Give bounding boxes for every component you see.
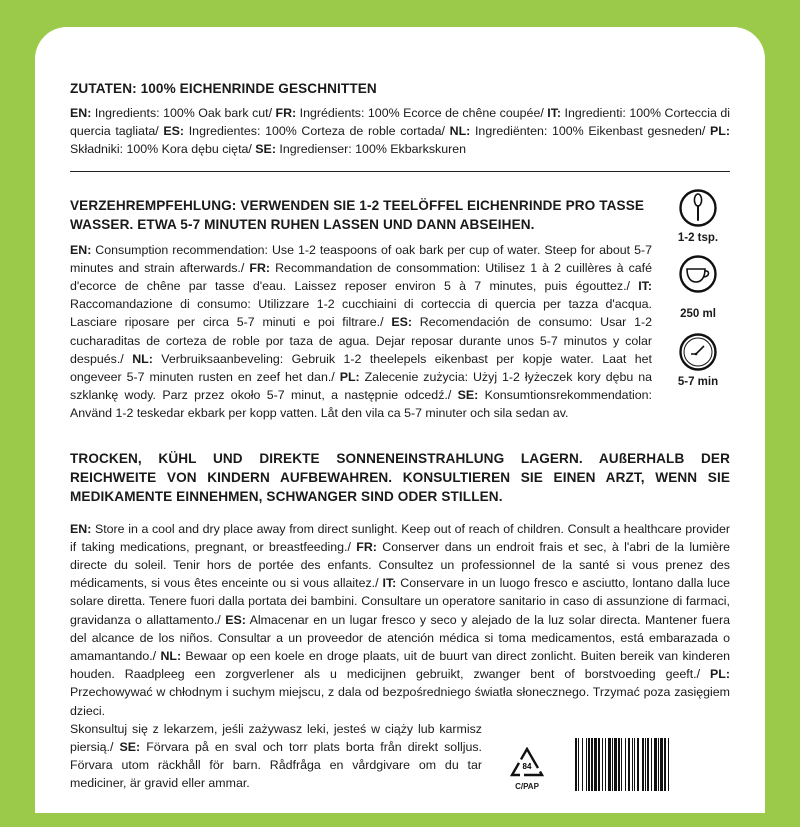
recommendation-heading: VERZEHREMPFEHLUNG: VERWENDEN SIE 1-2 TEELÖFFEL EICHENRINDE PRO TASSE WASSER. ETWA 5-7 MINUTEN RUHEN LASSEN UND DANN ABSEIHEN. bbox=[70, 197, 645, 232]
label-panel bbox=[35, 27, 765, 813]
language-code: PL: bbox=[339, 370, 360, 385]
dosage-icons bbox=[666, 188, 730, 388]
translation-text: Conservare in un luogo fresco e asciutto, lontano dalla luce solare diretta. Tenere fuori dalla portata dei bambini. Consultare un operatore sanitario in caso di assunzione di farmaci, gravidanza o allattamento./ bbox=[70, 576, 730, 627]
language-code: PL: bbox=[710, 667, 730, 682]
se-text: Förvara på en sval och torr plats borta från direkt solljus. Förvara utom räckhåll för barn. Rådfråga en vårdgivare om du tar mediciner, är gravid eller ammar. bbox=[70, 740, 482, 791]
translation-text: Ingredienser: 100% Ekbarkskuren bbox=[275, 142, 467, 157]
cup-icon bbox=[678, 254, 718, 294]
volume-label: 250 ml bbox=[680, 307, 716, 320]
translation-text: Konsumtionsrekommendation: Använd 1-2 teskedar ekbark per kopp vatten. Låt den vila ca 5-7 minuter och sila sedan av. bbox=[70, 388, 652, 421]
recycling-label: C/PAP bbox=[515, 781, 539, 791]
recycling-number: 84 bbox=[522, 761, 532, 771]
language-code: NL: bbox=[449, 124, 471, 139]
language-code: FR: bbox=[275, 106, 297, 120]
translation-text: Ingredients: 100% Oak bark cut/ bbox=[91, 106, 276, 120]
recycling-mark bbox=[507, 747, 547, 791]
recycling-icon bbox=[510, 747, 544, 777]
translation-text: Consumption recommendation: Use 1-2 teaspoons of oak bark per cup of water. Steep for about 5-7 minutes and strain afterwards./ bbox=[70, 242, 652, 275]
translation-text: Raccomandazione di consumo: Utilizzare 1-2 cucchiaini di corteccia di quercia per tazza d'acqua. Lasciare riposare per circa 5-7 minuti e poi filtrare./ bbox=[70, 297, 652, 330]
language-code: NL: bbox=[160, 649, 182, 664]
recommendation-text bbox=[70, 196, 652, 423]
language-code: IT: bbox=[638, 279, 652, 294]
ingredients-translations bbox=[70, 104, 730, 159]
translation-text: Recomendación de consumo: Usar 1-2 cucharaditas de corteza de roble por taza de agua. Dejar reposar durante unos 5-7 minutos y colar después./ bbox=[70, 315, 652, 366]
language-code: ES: bbox=[163, 124, 185, 139]
language-code: NL: bbox=[132, 351, 153, 366]
language-code: ES: bbox=[225, 612, 246, 627]
storage-tail bbox=[70, 720, 730, 793]
translation-text: Bewaar op een koele en droge plaats, uit de buurt van direct zonlicht. Buiten bereik van kinderen houden. Raadpleeg een zorgverlener als u medicijnen gebruikt, zwanger bent of borstvoeding geeft./ bbox=[70, 649, 730, 682]
translation-text: Ingrediënten: 100% Eikenbast gesneden/ bbox=[470, 124, 711, 139]
language-code: SE: bbox=[255, 142, 276, 157]
language-code: FR: bbox=[249, 260, 271, 275]
language-code: ES: bbox=[391, 315, 412, 330]
barcode-space bbox=[669, 738, 670, 791]
language-code: FR: bbox=[356, 539, 377, 554]
translation-text: Almacenar en un lugar fresco y seco y alejado de la luz solar directa. Mantener fuera del alcance de los niños. Consultar a un proveedor de atención médica si toma medicamentos, está embarazada o amamantando./ bbox=[70, 612, 730, 664]
translation-text: Recommandation de consommation: Utilisez 1 à 2 cuillères à café d'ecorce de chêne par tasse d'eau. Laissez reposer environ 5 à 7 minutes, puis égouttez./ bbox=[70, 260, 653, 294]
language-code: SE: bbox=[119, 740, 141, 755]
language-code: PL: bbox=[710, 124, 731, 139]
translation-text: Conserver dans un endroit frais et sec, à l'abri de la lumière directe du soleil. Tenir hors de portée des enfants. Consultez un professionnel de la santé si vous prenez des médicaments, si vous êtes enceinte ou si vous allaitez./ bbox=[70, 539, 730, 591]
dosage-label: 1-2 tsp. bbox=[677, 231, 719, 244]
spoon-icon bbox=[678, 188, 718, 228]
translation-text: Ingredientes: 100% Corteza de roble cortada/ bbox=[184, 124, 450, 139]
language-code: EN: bbox=[70, 521, 92, 536]
divider bbox=[70, 171, 730, 172]
language-code: IT: bbox=[547, 106, 562, 120]
language-code: EN: bbox=[70, 242, 92, 257]
barcode bbox=[575, 738, 731, 791]
storage-heading: TROCKEN, KÜHL UND DIREKTE SONNENEINSTRAHLUNG LAGERN. AUßERHALB DER REICHWEITE VON KINDERN AUFBEWAHREN. KONSULTIEREN SIE EINEN ARZT, WENN SIE MEDIKAMENTE EINNEHMEN, SCHWANGER SIND ODER STILLEN. bbox=[70, 450, 730, 504]
translation-text: Verbruiksaanbeveling: Gebruik 1-2 theelepels eikenbast per kopje water. Laat het ongeveer 5-7 minuten rusten en zeef het dan./ bbox=[70, 351, 652, 385]
language-code: SE: bbox=[457, 388, 479, 403]
language-code: EN: bbox=[70, 106, 92, 120]
pl-text-end: Skonsultuj się z lekarzem, jeśli zażywasz leki, jesteś w ciąży lub karmisz piersią./ bbox=[70, 721, 482, 755]
translation-text: Przechowywać w chłodnym i suchym miejscu, z dala od bezpośredniego światła słonecznego. Trzymać poza zasięgiem dzieci. bbox=[70, 685, 730, 718]
recommendation-translations bbox=[70, 241, 652, 423]
clock-icon bbox=[678, 332, 718, 372]
storage-translations bbox=[70, 520, 730, 720]
translation-text: Zalecenie zużycia: Użyj 1-2 łyżeczek kory dębu na szklankę wody. Parz przez około 5-7 minut, a następnie odcedź./ bbox=[70, 370, 653, 403]
translation-text: Składniki: 100% Kora dębu cięta/ bbox=[70, 142, 256, 157]
ingredients-heading: ZUTATEN: 100% EICHENRINDE GESCHNITTEN bbox=[70, 81, 377, 96]
translation-text: Ingrédients: 100% Ecorce de chêne coupée/ bbox=[296, 106, 548, 120]
language-code: IT: bbox=[382, 576, 397, 591]
storage-tail-text bbox=[70, 720, 482, 793]
label-content bbox=[70, 79, 730, 793]
recommendation-section bbox=[70, 196, 730, 423]
translation-text: Ingredienti: 100% Corteccia di quercia tagliata/ bbox=[70, 106, 730, 139]
translation-text: Store in a cool and dry place away from direct sunlight. Keep out of reach of children. Consult a healthcare provider if taking medications, pregnant, or breastfeeding./ bbox=[70, 521, 730, 554]
time-label: 5-7 min bbox=[677, 375, 719, 388]
